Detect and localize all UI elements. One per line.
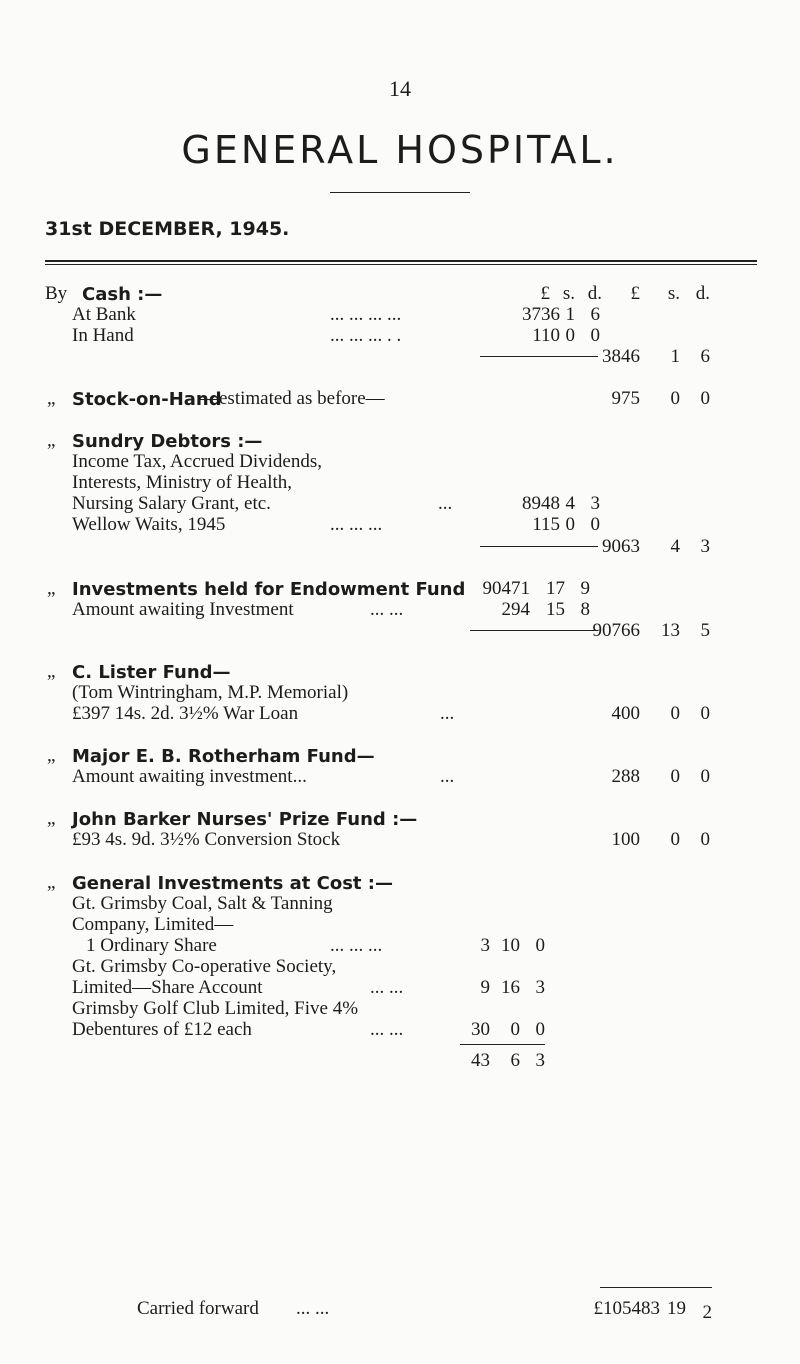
- debtors-line1: Income Tax, Accrued Dividends,: [72, 451, 322, 472]
- rotherham-total-pence: 0: [700, 766, 710, 787]
- cash-by-label: By: [45, 283, 68, 304]
- in-hand-leader: ... ... ... . .: [330, 325, 402, 346]
- barker-total-pence: 0: [700, 829, 710, 850]
- general-amount3-shillings: 10: [501, 935, 520, 956]
- general-amount7-pence: 0: [535, 1019, 545, 1040]
- stock-total-shillings: 0: [670, 388, 680, 409]
- debtors-line4: Wellow Waits, 1945: [72, 514, 226, 535]
- general-subtotal-shillings: 6: [510, 1050, 520, 1071]
- barker-heading: John Barker Nurses' Prize Fund :—: [72, 809, 418, 830]
- debtors-line3: Nursing Salary Grant, etc.: [72, 493, 271, 514]
- investments-ditto: „: [47, 578, 56, 599]
- investments-total-pence: 5: [700, 620, 710, 641]
- general-line5-leader: ... ...: [370, 977, 404, 998]
- lister-total-pounds: 400: [611, 703, 640, 724]
- general-amount5-shillings: 16: [501, 977, 520, 998]
- debtors-line2: Interests, Ministry of Health,: [72, 472, 293, 493]
- cash-heading: Cash :—: [82, 284, 163, 305]
- debtors-line3-pence: 3: [590, 493, 600, 514]
- investments-total-pounds: 90766: [592, 620, 640, 641]
- debtors-line3-shillings: 4: [565, 493, 575, 514]
- debtors-total-pounds: 9063: [602, 536, 640, 557]
- lister-ditto: „: [47, 661, 56, 682]
- cash-total-shillings: 1: [670, 346, 680, 367]
- lister-total-pence: 0: [700, 703, 710, 724]
- rotherham-line1-leader: ...: [440, 766, 455, 787]
- carried-forward-rule: [600, 1287, 712, 1288]
- in-hand-pence: 0: [590, 325, 600, 346]
- general-amount3-pounds: 3: [480, 935, 490, 956]
- debtors-line4-shillings: 0: [565, 514, 575, 535]
- in-hand-label: In Hand: [72, 325, 134, 346]
- general-line3: 1 Ordinary Share: [86, 935, 217, 956]
- debtors-line4-leader: ... ... ...: [330, 514, 383, 535]
- at-bank-pounds: 3736: [522, 304, 560, 325]
- in-hand-pounds: 110: [532, 325, 560, 346]
- cash-total-pence: 6: [700, 346, 710, 367]
- general-amount5-pence: 3: [535, 977, 545, 998]
- lister-line2-leader: ...: [440, 703, 455, 724]
- lister-line2: £397 14s. 2d. 3½% War Loan: [72, 703, 299, 724]
- general-line2: Company, Limited—: [72, 914, 234, 935]
- general-line6: Grimsby Golf Club Limited, Five 4%: [72, 998, 359, 1019]
- general-subtotal-pence: 3: [535, 1050, 545, 1071]
- stock-total-pence: 0: [700, 388, 710, 409]
- general-amount3-pence: 0: [535, 935, 545, 956]
- general-amount7-shillings: 0: [510, 1019, 520, 1040]
- rotherham-ditto: „: [47, 745, 56, 766]
- at-bank-pence: 6: [590, 304, 600, 325]
- general-amount7-pounds: 30: [471, 1019, 490, 1040]
- barker-ditto: „: [47, 808, 56, 829]
- carried-forward-pence: 2: [702, 1302, 712, 1323]
- lister-total-shillings: 0: [670, 703, 680, 724]
- general-line5: Limited—Share Account: [72, 977, 263, 998]
- inner-shillings-header: s.: [562, 283, 575, 304]
- debtors-total-shillings: 4: [670, 536, 680, 557]
- outer-pounds-header: £: [630, 283, 640, 304]
- debtors-total-pence: 3: [700, 536, 710, 557]
- cash-total-pounds: 3846: [602, 346, 640, 367]
- lister-heading: C. Lister Fund—: [72, 662, 231, 683]
- investments-amount2-shillings: 15: [546, 599, 565, 620]
- investments-amount2-pounds: 294: [501, 599, 530, 620]
- stock-heading: Stock-on-Hand: [72, 389, 222, 410]
- barker-total-shillings: 0: [670, 829, 680, 850]
- debtors-line4-pence: 0: [590, 514, 600, 535]
- inner-pence-header: d.: [587, 283, 602, 304]
- header-rule-thin: [45, 264, 757, 265]
- outer-pence-header: d.: [695, 283, 710, 304]
- investments-amount1-pence: 9: [580, 578, 590, 599]
- rotherham-line1: Amount awaiting investment...: [72, 766, 307, 787]
- carried-forward-shillings: 19: [667, 1298, 686, 1319]
- at-bank-shillings: 1: [565, 304, 575, 325]
- general-heading: General Investments at Cost :—: [72, 873, 393, 894]
- investments-heading: Investments held for Endowment Fund: [72, 579, 466, 600]
- stock-total-pounds: 975: [611, 388, 640, 409]
- general-subtotal-rule: [460, 1044, 545, 1045]
- outer-shillings-header: s.: [667, 283, 680, 304]
- investments-line2: Amount awaiting Investment: [72, 599, 294, 620]
- debtors-line4-pounds: 115: [532, 514, 560, 535]
- at-bank-leader: ... ... ... ...: [330, 304, 402, 325]
- rotherham-total-shillings: 0: [670, 766, 680, 787]
- general-line3-leader: ... ... ...: [330, 935, 383, 956]
- rotherham-total-pounds: 288: [611, 766, 640, 787]
- carried-forward-pounds: £105483: [593, 1298, 660, 1319]
- header-rule-thick: [45, 260, 757, 262]
- lister-line1: (Tom Wintringham, M.P. Memorial): [72, 682, 349, 703]
- stock-ditto: „: [47, 388, 56, 409]
- carried-forward-leader: ... ...: [296, 1298, 330, 1319]
- investments-amount2-pence: 8: [580, 599, 590, 620]
- general-line7-leader: ... ...: [370, 1019, 404, 1040]
- barker-line1: £93 4s. 9d. 3½% Conversion Stock: [72, 829, 341, 850]
- investments-amount1-shillings: 17: [546, 578, 565, 599]
- general-line4: Gt. Grimsby Co-operative Society,: [72, 956, 337, 977]
- debtors-ditto: „: [47, 430, 56, 451]
- investments-line2-leader: ... ...: [370, 599, 404, 620]
- in-hand-shillings: 0: [565, 325, 575, 346]
- page-title: GENERAL HOSPITAL.: [181, 128, 619, 172]
- page-number: 14: [389, 76, 411, 101]
- stock-text: —estimated as before—: [200, 388, 385, 409]
- title-divider: [330, 192, 470, 193]
- at-bank-label: At Bank: [72, 304, 136, 325]
- carried-forward-label: Carried forward: [137, 1298, 259, 1319]
- general-subtotal-pounds: 43: [471, 1050, 490, 1071]
- investments-amount1-pounds: 90471: [482, 578, 530, 599]
- rotherham-heading: Major E. B. Rotherham Fund—: [72, 746, 375, 767]
- statement-date: 31st DECEMBER, 1945.: [45, 218, 290, 240]
- debtors-line3-leader: ...: [438, 493, 453, 514]
- general-amount5-pounds: 9: [480, 977, 490, 998]
- barker-total-pounds: 100: [611, 829, 640, 850]
- investments-subtotal-rule: [470, 630, 598, 631]
- investments-total-shillings: 13: [661, 620, 680, 641]
- general-ditto: „: [47, 872, 56, 893]
- general-line7: Debentures of £12 each: [72, 1019, 252, 1040]
- general-line1: Gt. Grimsby Coal, Salt & Tanning: [72, 893, 333, 914]
- inner-pounds-header: £: [540, 283, 550, 304]
- debtors-heading: Sundry Debtors :—: [72, 431, 263, 452]
- debtors-line3-pounds: 8948: [522, 493, 560, 514]
